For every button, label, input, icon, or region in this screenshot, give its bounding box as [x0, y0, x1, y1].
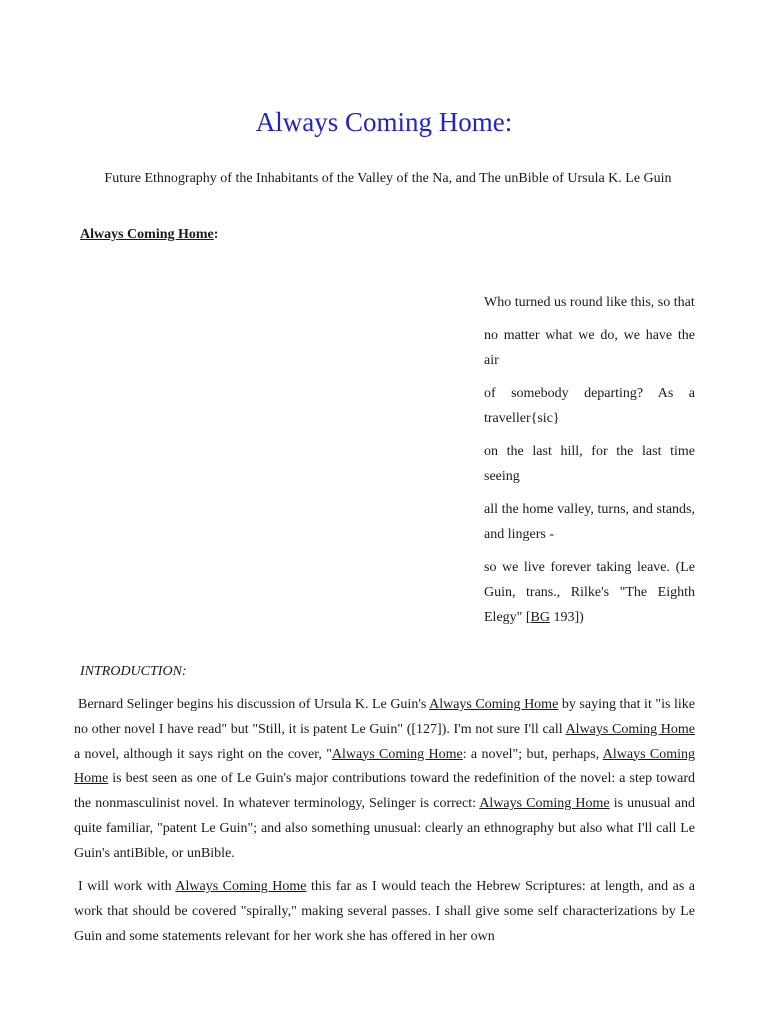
section-heading: [80, 224, 218, 246]
poem-citation-page: 193]): [550, 610, 584, 625]
epigraph-poem: [484, 290, 695, 638]
poem-citation-text: so we live forever taking leave. (Le Guin, trans., Rilke's "The Eighth Elegy" [: [484, 560, 695, 625]
section-heading-colon: :: [213, 227, 219, 242]
poem-line: no matter what we do, we have the air: [484, 328, 695, 368]
document-subtitle: Future Ethnography of the Inhabitants of the Valley of the Na, and The unBible of Ursula K. Le Guin: [104, 171, 672, 186]
poem-line: on the last hill, for the last time seeing: [484, 444, 695, 484]
document-title: Always Coming Home:: [255, 107, 513, 137]
book-title: Always Coming Home: [175, 879, 307, 894]
book-title: Always Coming Home: [429, 697, 559, 712]
text-span: a novel, although it says right on the cover, ": [74, 746, 332, 762]
poem-line: all the home valley, turns, and stands, and lingers -: [484, 502, 695, 542]
text-span: is unusual and quite familiar, "patent Le Guin"; and also something unusual: clearly an ethnography but also what I'll call Le Guin's antiBible, or unBible.: [74, 796, 696, 861]
text-span: Bernard Selinger begins his discussion of Ursula K. Le Guin's: [78, 697, 430, 712]
text-span: : a novel"; but, perhaps,: [462, 746, 603, 762]
introduction-heading: INTRODUCTION:: [80, 664, 187, 679]
book-title: Always Coming Home: [74, 746, 695, 787]
book-title: Always Coming Home: [479, 796, 610, 812]
body-paragraph-2: [74, 875, 695, 949]
poem-citation-abbrev: BG: [530, 610, 550, 625]
poem-line-citation: [484, 555, 695, 630]
body-paragraph-1: [74, 693, 695, 867]
poem-line: Who turned us round like this, so that: [484, 295, 695, 310]
text-span: I will work with: [78, 879, 176, 894]
poem-line: of somebody departing? As a traveller{sic}: [484, 386, 695, 426]
text-span: by saying that it "is like no other novel I have read" but "Still, it is patent Le Guin" ([127]). I'm not sure I'll call: [74, 697, 695, 737]
book-title: Always Coming Home: [331, 746, 463, 762]
book-title: Always Coming Home: [565, 721, 696, 737]
section-heading-title: Always Coming Home: [80, 227, 214, 242]
text-span: this far as I would teach the Hebrew Scriptures: at length, and as a work that should be covered "spirally," making several passes. I shall give some self characterizations by Le Guin and some statements relevant for her work she has offered in her own: [74, 879, 695, 944]
text-span: is best seen as one of Le Guin's major contributions toward the redefinition of the novel: a step toward the nonmasculinist novel. In whatever terminology, Selinger is correct:: [74, 771, 695, 812]
